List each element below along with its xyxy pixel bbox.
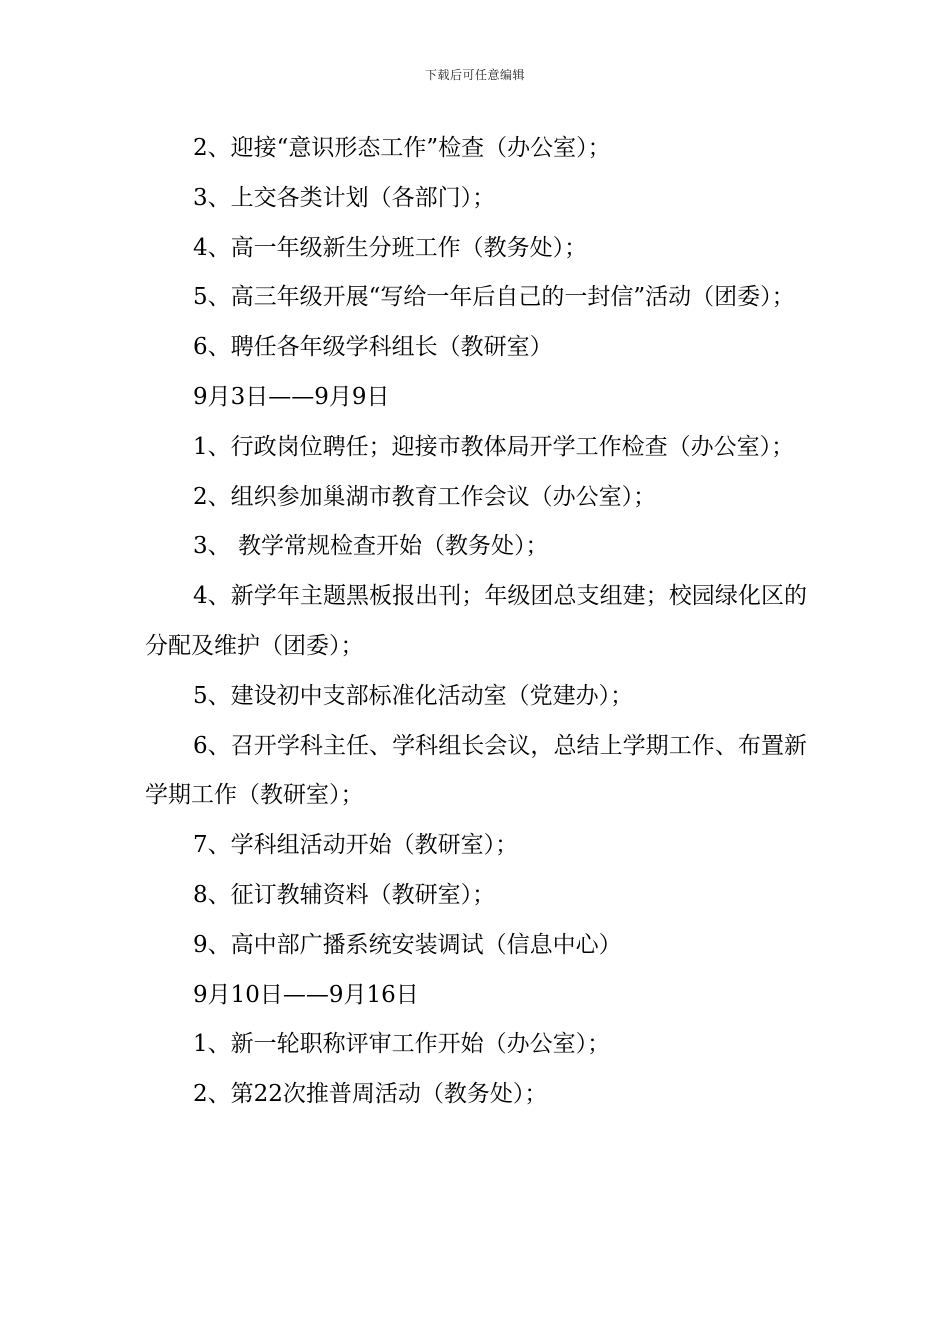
paragraph: 5、高三年级开展“写给一年后自己的一封信”活动（团委）； bbox=[193, 284, 795, 311]
paragraph: 2、迎接“意识形态工作”检查（办公室）； bbox=[193, 135, 611, 161]
paragraph: 2、组织参加巢湖市教育工作会议（办公室）； bbox=[193, 483, 657, 510]
paragraph: 4、新学年主题黑板报出刊；年级团总支组建；校园绿化区的分配及维护（团委）； bbox=[145, 583, 807, 659]
date-range-heading: 9月3日——9月9日 bbox=[193, 383, 390, 410]
paragraph: 1、新一轮职称评审工作开始（办公室）； bbox=[193, 1031, 611, 1058]
paragraph: 9、高中部广播系统安装调试（信息中心） bbox=[193, 931, 622, 958]
paragraph: 5、建设初中支部标准化活动室（党建办）； bbox=[193, 682, 634, 709]
paragraph: 8、征订教辅资料（教研室）； bbox=[193, 881, 496, 908]
paragraph: 6、聘任各年级学科组长（教研室） bbox=[193, 334, 553, 361]
paragraph: 7、学科组活动开始（教研室）； bbox=[193, 832, 519, 859]
paragraph: 3、 教学常规检查开始（教务处）； bbox=[193, 533, 549, 560]
date-range-heading: 9月10日——9月16日 bbox=[193, 981, 419, 1008]
paragraph: 2、第22次推普周活动（教务处）； bbox=[193, 1081, 548, 1108]
paragraph: 3、上交各类计划（各部门）； bbox=[193, 184, 496, 211]
document-body bbox=[145, 124, 807, 1120]
paragraph: 4、高一年级新生分班工作（教务处）； bbox=[193, 234, 588, 261]
paragraph: 1、行政岗位聘任；迎接市教体局开学工作检查（办公室）； bbox=[193, 433, 795, 460]
paragraph: 6、召开学科主任、学科组长会议，总结上学期工作、布置新学期工作（教研室）； bbox=[145, 732, 807, 809]
page-header: 下载后可任意编辑 bbox=[424, 68, 525, 82]
